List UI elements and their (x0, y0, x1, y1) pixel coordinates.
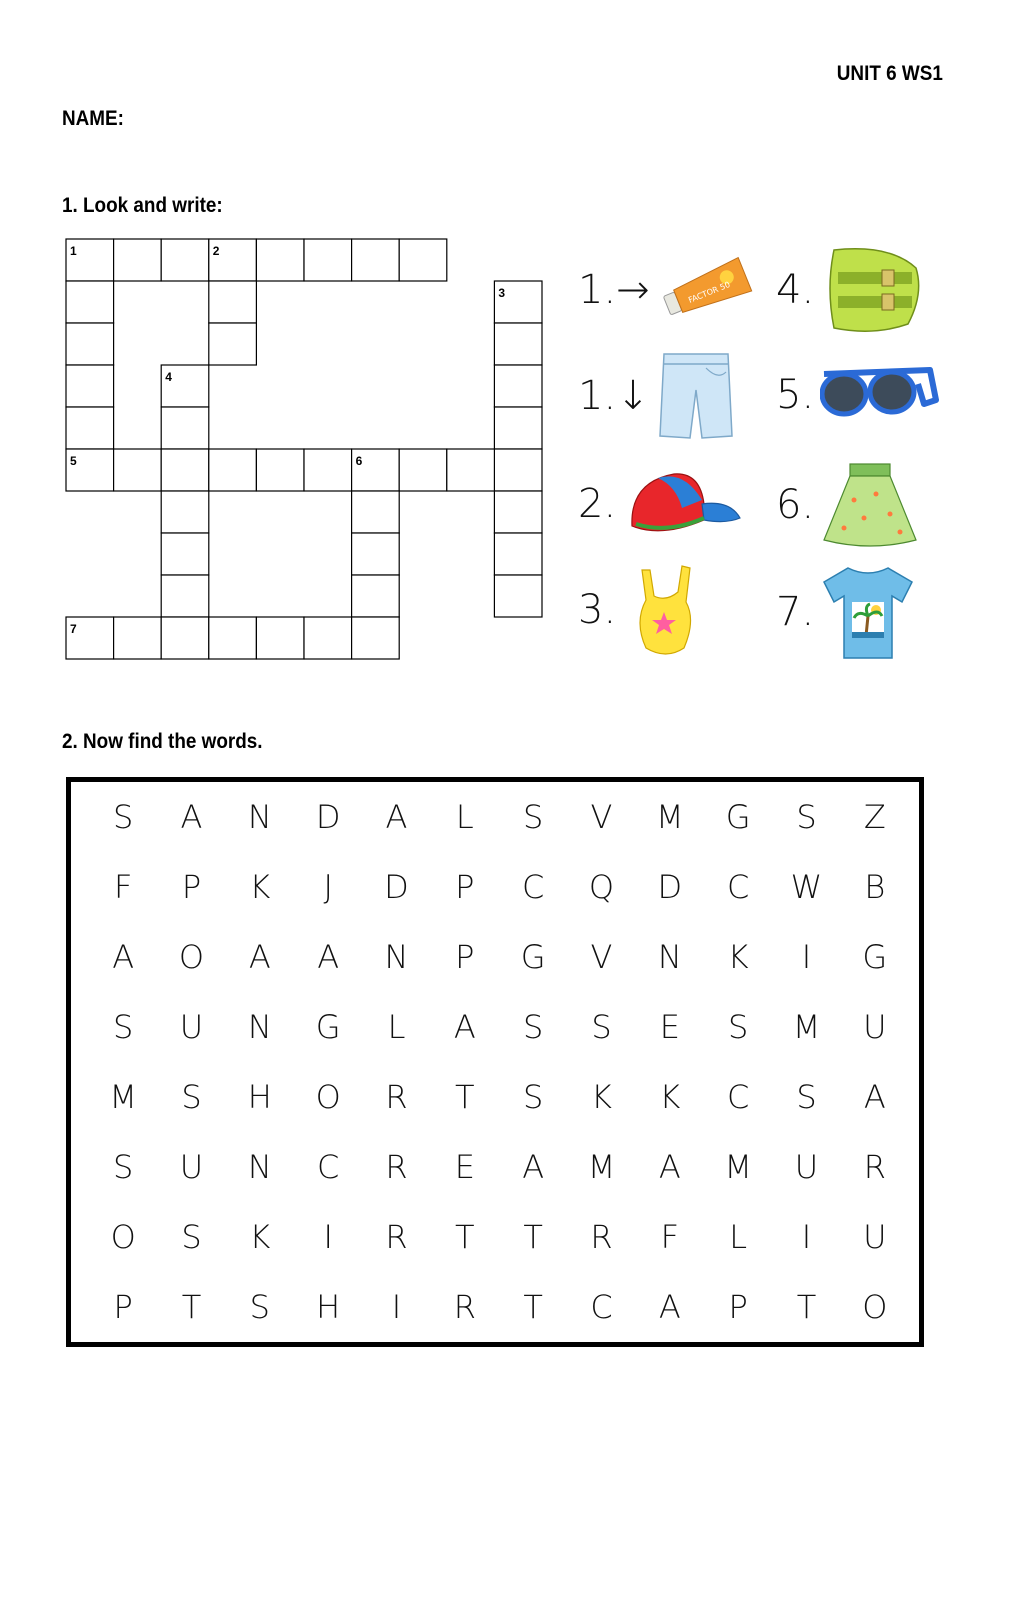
shorts-icon (656, 350, 736, 442)
sunglasses-icon (820, 360, 940, 430)
wordsearch-letter[interactable]: P (455, 938, 475, 976)
wordsearch-letter[interactable]: A (385, 798, 408, 836)
clue-6 (776, 460, 920, 550)
crossword-cell[interactable] (209, 239, 257, 281)
crossword-cell[interactable] (447, 449, 495, 491)
wordsearch-letter[interactable]: E (659, 1008, 680, 1046)
wordsearch-letter[interactable]: T (455, 1078, 475, 1116)
crossword-cell[interactable] (114, 617, 162, 659)
crossword-cell[interactable] (161, 449, 209, 491)
crossword-cell[interactable] (66, 281, 114, 323)
wordsearch-letter[interactable]: D (315, 798, 341, 836)
crossword-cell[interactable] (209, 281, 257, 323)
wordsearch-letter[interactable]: I (801, 1218, 812, 1256)
clue-number-3: 3 (498, 286, 506, 300)
wordsearch-letter[interactable]: R (863, 1148, 886, 1186)
crossword-cell[interactable] (494, 449, 542, 491)
clue-label: 6. (776, 482, 815, 528)
wordsearch-letter[interactable]: S (113, 1148, 134, 1186)
wordsearch-letter[interactable]: S (523, 1008, 544, 1046)
crossword-cell[interactable] (399, 449, 447, 491)
skirt-icon (820, 460, 920, 550)
wordsearch-letter[interactable]: D (657, 868, 683, 906)
wordsearch-letter[interactable]: K (591, 1078, 612, 1116)
wordsearch-letter[interactable]: P (113, 1288, 133, 1326)
wordsearch-letter[interactable]: O (315, 1078, 341, 1116)
crossword-cell[interactable] (494, 323, 542, 365)
wordsearch-letter[interactable]: S (181, 1078, 202, 1116)
wordsearch-letter[interactable]: S (181, 1218, 202, 1256)
wordsearch-letter[interactable]: E (454, 1148, 475, 1186)
crossword-cell[interactable] (352, 617, 400, 659)
wordsearch-letter[interactable]: M (792, 1008, 821, 1046)
crossword-cell[interactable] (66, 407, 114, 449)
crossword-cell[interactable] (161, 575, 209, 617)
crossword-cell[interactable] (352, 533, 400, 575)
wordsearch-letter[interactable]: S (591, 1008, 612, 1046)
wordsearch-letter[interactable]: U (794, 1148, 819, 1186)
wordsearch-letter[interactable]: S (523, 1078, 544, 1116)
wordsearch-letter[interactable]: K (659, 1078, 681, 1116)
wordsearch-letter[interactable]: U (179, 1008, 204, 1046)
crossword-cell[interactable] (66, 323, 114, 365)
wordsearch-letter[interactable]: R (590, 1218, 613, 1256)
clue-number-1: 1 (70, 244, 77, 258)
crossword-cell[interactable] (494, 491, 542, 533)
wordsearch-letter[interactable]: T (796, 1288, 817, 1326)
wordsearch-letter[interactable]: S (796, 1078, 817, 1116)
crossword-cell[interactable] (161, 491, 209, 533)
crossword-cell[interactable] (304, 617, 352, 659)
wordsearch-letter[interactable]: M (724, 1148, 752, 1186)
crossword-cell[interactable] (352, 449, 400, 491)
wordsearch-letter[interactable]: N (247, 1148, 272, 1186)
wordsearch-letter[interactable]: I (391, 1288, 402, 1326)
wordsearch-letter[interactable]: A (658, 1148, 681, 1186)
crossword-cell[interactable] (352, 491, 400, 533)
wordsearch-letter[interactable]: T (523, 1218, 543, 1256)
wordsearch-letter[interactable]: S (113, 1008, 134, 1046)
wordsearch-letter[interactable]: P (181, 868, 202, 906)
wordsearch-letter[interactable]: M (587, 1148, 616, 1186)
wordsearch-letter[interactable]: V (590, 798, 613, 836)
clue-3 (578, 562, 708, 658)
clue-label: 5. (776, 372, 815, 418)
wordsearch-letter[interactable]: M (109, 1078, 137, 1116)
wordsearch-letter[interactable]: R (385, 1218, 408, 1256)
wordsearch-grid (66, 777, 924, 1347)
crossword-cell[interactable] (494, 281, 542, 323)
crossword-cell[interactable] (114, 449, 162, 491)
wordsearch-letter[interactable]: A (522, 1148, 545, 1186)
wordsearch-letter[interactable]: F (660, 1218, 680, 1256)
wordsearch-letter[interactable]: R (385, 1148, 408, 1186)
clue-1-down (578, 350, 736, 442)
wordsearch-letter[interactable]: T (455, 1218, 475, 1256)
wordsearch-letter[interactable]: O (862, 1288, 888, 1326)
clue-5 (776, 360, 940, 430)
wordsearch-letter[interactable]: D (384, 868, 409, 906)
clue-label: 1.→ (578, 267, 650, 313)
wordsearch-letter[interactable]: M (656, 798, 684, 836)
wordsearch-letter[interactable]: N (384, 938, 409, 976)
wordsearch-letter[interactable]: G (520, 938, 546, 976)
clue-number-6: 6 (355, 454, 363, 468)
wordsearch-letter[interactable]: V (590, 938, 613, 976)
crossword-cell[interactable] (256, 239, 304, 281)
wordsearch-letter[interactable]: I (323, 1218, 333, 1256)
section2-title: 2. Now find the words. (62, 730, 263, 753)
crossword-cell[interactable] (399, 239, 447, 281)
clue-label: 2. (578, 481, 617, 527)
crossword-cell[interactable] (161, 533, 209, 575)
wordsearch-letter[interactable]: T (523, 1288, 543, 1326)
t-shirt-icon (820, 562, 916, 662)
clue-2 (578, 464, 742, 544)
wordsearch-letter[interactable]: L (729, 1218, 748, 1256)
wordsearch-letter[interactable]: C (316, 1148, 340, 1186)
wordsearch-letter[interactable]: N (657, 938, 682, 976)
crossword-cell[interactable] (161, 407, 209, 449)
clue-number-2: 2 (212, 244, 220, 258)
crossword-cell[interactable] (66, 365, 114, 407)
wordsearch-letter[interactable]: A (863, 1078, 886, 1116)
svg-text:FACTOR 50: FACTOR 50 (686, 279, 732, 305)
crossword-cell[interactable] (494, 533, 542, 575)
wordsearch-letter[interactable]: K (249, 1218, 271, 1256)
clue-4 (776, 244, 930, 336)
wordsearch-letter[interactable]: O (178, 938, 205, 976)
wordsearch-letter[interactable]: B (864, 868, 886, 906)
wordsearch-letter[interactable]: U (863, 1218, 887, 1256)
wordsearch-letter[interactable]: H (316, 1288, 341, 1326)
wordsearch-letter[interactable]: A (317, 938, 340, 976)
wordsearch-letter[interactable]: A (112, 938, 135, 976)
wordsearch-letter[interactable]: C (590, 1288, 613, 1326)
clue-7 (776, 562, 916, 662)
wordsearch-letter[interactable]: N (247, 1008, 272, 1046)
clue-label: 7. (776, 589, 815, 635)
crossword-cell[interactable] (352, 239, 400, 281)
crossword-cell[interactable] (66, 617, 114, 659)
crossword-cell[interactable] (209, 617, 257, 659)
wordsearch-letter[interactable]: G (862, 938, 888, 976)
crossword-cell[interactable] (209, 323, 257, 365)
wordsearch-letter[interactable]: T (181, 1288, 202, 1326)
wordsearch-letter[interactable]: N (247, 798, 272, 836)
crossword-cell[interactable] (494, 575, 542, 617)
wordsearch-letter[interactable]: U (863, 1008, 887, 1046)
cap-icon (622, 464, 742, 544)
crossword-cell[interactable] (66, 239, 114, 281)
crossword-cell[interactable] (209, 449, 257, 491)
clue-number-7: 7 (70, 622, 77, 636)
wordsearch-letter[interactable]: G (315, 1008, 341, 1046)
wordsearch-letter[interactable]: L (455, 798, 474, 836)
wordsearch-letter[interactable]: A (658, 1288, 681, 1326)
crossword-cell[interactable] (304, 449, 352, 491)
wordsearch-letter[interactable]: K (249, 868, 271, 906)
wordsearch-letter[interactable]: A (248, 938, 271, 976)
clue-number-4: 4 (165, 370, 172, 384)
crossword-cell[interactable] (352, 575, 400, 617)
wordsearch-letter[interactable]: S (249, 1288, 270, 1326)
wordsearch-letter[interactable]: H (247, 1078, 272, 1116)
wordsearch-letter[interactable]: C (521, 868, 545, 906)
wordsearch-letter[interactable]: S (796, 798, 817, 836)
crossword-cell[interactable] (494, 365, 542, 407)
wordsearch-letter[interactable]: L (387, 1008, 406, 1046)
clue-number-5: 5 (70, 454, 77, 468)
wordsearch-letter[interactable]: A (453, 1008, 476, 1046)
wordsearch-letter[interactable]: P (455, 868, 475, 906)
wordsearch-letter[interactable]: Q (588, 868, 615, 906)
crossword-cell[interactable] (304, 239, 352, 281)
crossword-cell[interactable] (114, 239, 162, 281)
crossword-cell[interactable] (256, 617, 304, 659)
clue-1-across (578, 250, 756, 330)
crossword-cell[interactable] (161, 365, 209, 407)
wordsearch-letter[interactable]: S (113, 798, 134, 836)
wordsearch-letter[interactable]: P (728, 1288, 748, 1326)
section1-title: 1. Look and write: (62, 194, 223, 217)
clue-label: 1.↓ (578, 373, 650, 419)
sandals-icon (820, 244, 930, 336)
crossword-cell[interactable] (161, 617, 209, 659)
crossword-cell[interactable] (494, 407, 542, 449)
clue-label: 3. (578, 587, 617, 633)
wordsearch-letter[interactable]: W (790, 868, 823, 906)
sun-cream-icon (656, 250, 756, 330)
swimsuit-icon (622, 562, 708, 658)
unit-label: UNIT 6 WS1 (836, 62, 943, 85)
wordsearch-letter[interactable]: J (323, 868, 333, 906)
crossword-cell[interactable] (256, 449, 304, 491)
wordsearch-letter[interactable]: C (726, 1078, 750, 1116)
wordsearch-letter[interactable]: A (180, 798, 203, 836)
wordsearch-letter[interactable]: C (726, 868, 750, 906)
wordsearch-letter[interactable]: S (523, 798, 544, 836)
wordsearch-letter[interactable]: R (453, 1288, 476, 1326)
wordsearch-letter[interactable]: U (179, 1148, 204, 1186)
crossword-cell[interactable] (161, 239, 209, 281)
name-label: NAME: (62, 107, 124, 130)
wordsearch-letter[interactable]: S (728, 1008, 749, 1046)
wordsearch-letter[interactable]: F (113, 868, 133, 906)
wordsearch-letter[interactable]: G (725, 798, 751, 836)
wordsearch-letter[interactable]: I (801, 938, 812, 976)
wordsearch-letter[interactable]: K (727, 938, 749, 976)
clue-label: 4. (776, 267, 815, 313)
wordsearch-letter[interactable]: O (110, 1218, 136, 1256)
wordsearch-letter[interactable]: R (385, 1078, 408, 1116)
wordsearch-letter[interactable]: Z (863, 798, 886, 836)
crossword-cell[interactable] (66, 449, 114, 491)
